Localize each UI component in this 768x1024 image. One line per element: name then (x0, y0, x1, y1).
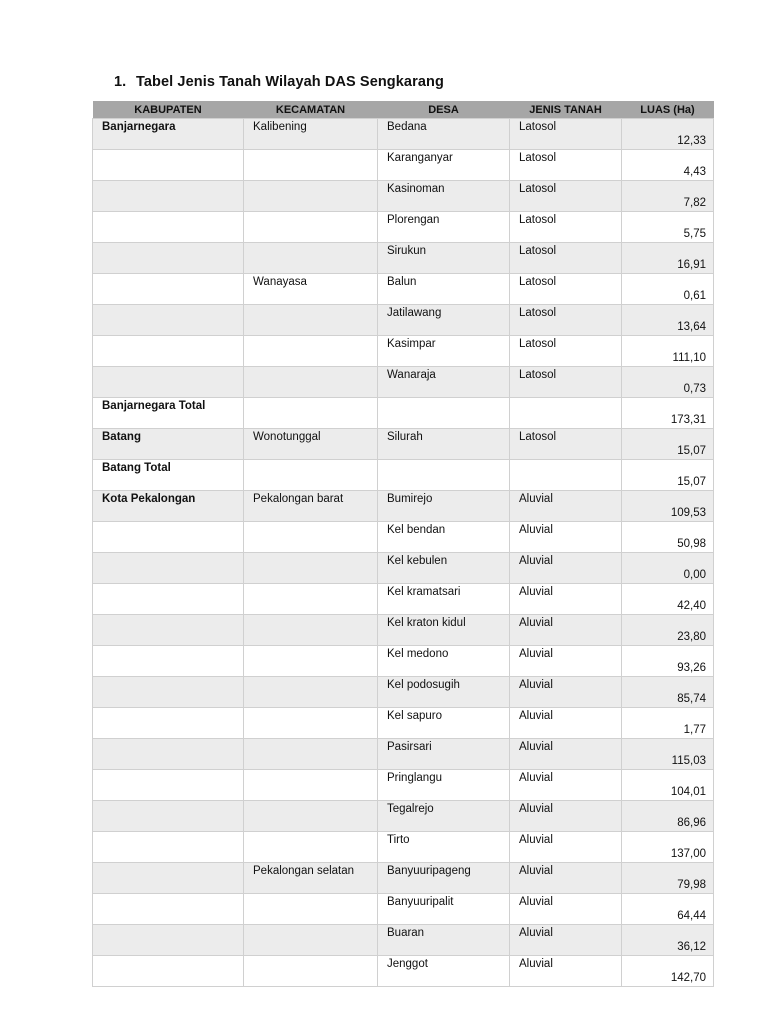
cell-jenis-tanah: Aluvial (510, 522, 622, 553)
cell-kabupaten (93, 305, 244, 336)
cell-kabupaten (93, 522, 244, 553)
table-row (93, 615, 714, 646)
cell-kabupaten (93, 832, 244, 863)
cell-kecamatan: Pekalongan barat (244, 491, 378, 522)
soil-type-table (92, 101, 714, 987)
cell-kecamatan (244, 367, 378, 398)
table-row (93, 305, 714, 336)
cell-kabupaten: Banjarnegara (93, 119, 244, 150)
cell-desa: Karanganyar (378, 150, 510, 181)
table-row (93, 212, 714, 243)
cell-kabupaten (93, 584, 244, 615)
cell-jenis-tanah: Aluvial (510, 770, 622, 801)
cell-kecamatan (244, 522, 378, 553)
cell-luas: 12,33 (622, 119, 714, 150)
cell-jenis-tanah: Latosol (510, 181, 622, 212)
cell-desa (378, 398, 510, 429)
table-row (93, 894, 714, 925)
cell-kecamatan (244, 832, 378, 863)
cell-desa: Kel kraton kidul (378, 615, 510, 646)
cell-kecamatan (244, 584, 378, 615)
cell-luas: 15,07 (622, 429, 714, 460)
cell-desa: Bumirejo (378, 491, 510, 522)
cell-kabupaten (93, 212, 244, 243)
cell-desa: Plorengan (378, 212, 510, 243)
cell-kabupaten (93, 863, 244, 894)
table-row (93, 832, 714, 863)
cell-kabupaten: Kota Pekalongan (93, 491, 244, 522)
cell-luas: 104,01 (622, 770, 714, 801)
cell-desa: Kel sapuro (378, 708, 510, 739)
cell-luas: 86,96 (622, 801, 714, 832)
cell-kecamatan (244, 615, 378, 646)
cell-kecamatan (244, 739, 378, 770)
cell-jenis-tanah: Aluvial (510, 925, 622, 956)
cell-desa: Silurah (378, 429, 510, 460)
cell-kabupaten (93, 646, 244, 677)
title-number: 1. (114, 74, 127, 90)
cell-kecamatan (244, 553, 378, 584)
title-text: Tabel Jenis Tanah Wilayah DAS Sengkarang (136, 74, 444, 90)
cell-kecamatan (244, 956, 378, 987)
cell-kabupaten (93, 956, 244, 987)
cell-kecamatan (244, 925, 378, 956)
table-row (93, 646, 714, 677)
cell-desa: Bedana (378, 119, 510, 150)
cell-desa (378, 460, 510, 491)
cell-desa: Buaran (378, 925, 510, 956)
cell-luas: 64,44 (622, 894, 714, 925)
cell-jenis-tanah: Latosol (510, 367, 622, 398)
cell-luas: 137,00 (622, 832, 714, 863)
cell-luas: 1,77 (622, 708, 714, 739)
table-row (93, 460, 714, 491)
cell-kecamatan (244, 243, 378, 274)
cell-kecamatan (244, 212, 378, 243)
cell-jenis-tanah: Aluvial (510, 646, 622, 677)
cell-kecamatan (244, 770, 378, 801)
cell-luas: 115,03 (622, 739, 714, 770)
table-row (93, 491, 714, 522)
cell-kecamatan: Kalibening (244, 119, 378, 150)
cell-luas: 79,98 (622, 863, 714, 894)
cell-desa: Kel kebulen (378, 553, 510, 584)
cell-desa: Kel podosugih (378, 677, 510, 708)
cell-desa: Kel medono (378, 646, 510, 677)
cell-jenis-tanah: Aluvial (510, 956, 622, 987)
table-row (93, 429, 714, 460)
cell-kabupaten (93, 181, 244, 212)
cell-luas: 0,73 (622, 367, 714, 398)
cell-kabupaten: Batang Total (93, 460, 244, 491)
cell-kabupaten (93, 243, 244, 274)
cell-kecamatan (244, 460, 378, 491)
cell-jenis-tanah: Latosol (510, 274, 622, 305)
cell-desa: Pringlangu (378, 770, 510, 801)
cell-jenis-tanah: Aluvial (510, 801, 622, 832)
cell-kecamatan (244, 801, 378, 832)
cell-kecamatan (244, 181, 378, 212)
table-row (93, 739, 714, 770)
cell-luas: 111,10 (622, 336, 714, 367)
cell-desa: Kel bendan (378, 522, 510, 553)
cell-luas: 4,43 (622, 150, 714, 181)
cell-luas: 16,91 (622, 243, 714, 274)
cell-kabupaten (93, 677, 244, 708)
cell-kabupaten (93, 367, 244, 398)
table-row (93, 522, 714, 553)
header-jenis-tanah: JENIS TANAH (510, 101, 622, 119)
table-row (93, 243, 714, 274)
cell-kecamatan (244, 708, 378, 739)
cell-desa: Kel kramatsari (378, 584, 510, 615)
table-row (93, 801, 714, 832)
page-title (114, 74, 444, 90)
header-desa: DESA (378, 101, 510, 119)
cell-kecamatan (244, 646, 378, 677)
cell-desa: Banyuuripageng (378, 863, 510, 894)
cell-kecamatan: Pekalongan selatan (244, 863, 378, 894)
cell-kecamatan (244, 305, 378, 336)
table-row (93, 770, 714, 801)
cell-jenis-tanah: Latosol (510, 243, 622, 274)
cell-kabupaten (93, 553, 244, 584)
cell-kabupaten (93, 739, 244, 770)
cell-jenis-tanah: Aluvial (510, 584, 622, 615)
cell-kecamatan (244, 398, 378, 429)
cell-luas: 7,82 (622, 181, 714, 212)
cell-luas: 93,26 (622, 646, 714, 677)
cell-luas: 36,12 (622, 925, 714, 956)
table-row (93, 708, 714, 739)
cell-luas: 109,53 (622, 491, 714, 522)
cell-jenis-tanah: Aluvial (510, 677, 622, 708)
header-row (93, 101, 714, 119)
cell-kabupaten (93, 274, 244, 305)
cell-desa: Jenggot (378, 956, 510, 987)
cell-desa: Tirto (378, 832, 510, 863)
table-row (93, 274, 714, 305)
cell-luas: 0,61 (622, 274, 714, 305)
cell-jenis-tanah: Latosol (510, 336, 622, 367)
cell-kabupaten (93, 801, 244, 832)
cell-desa: Pasirsari (378, 739, 510, 770)
cell-kecamatan: Wanayasa (244, 274, 378, 305)
cell-jenis-tanah: Latosol (510, 150, 622, 181)
cell-kabupaten (93, 615, 244, 646)
cell-jenis-tanah: Latosol (510, 212, 622, 243)
table-row (93, 181, 714, 212)
cell-jenis-tanah: Aluvial (510, 832, 622, 863)
cell-desa: Wanaraja (378, 367, 510, 398)
cell-desa: Tegalrejo (378, 801, 510, 832)
cell-luas: 85,74 (622, 677, 714, 708)
cell-luas: 142,70 (622, 956, 714, 987)
table-row (93, 336, 714, 367)
cell-jenis-tanah: Aluvial (510, 708, 622, 739)
cell-kabupaten (93, 336, 244, 367)
table-header (93, 101, 714, 119)
cell-kabupaten (93, 894, 244, 925)
table-row (93, 677, 714, 708)
cell-luas: 42,40 (622, 584, 714, 615)
cell-kecamatan (244, 150, 378, 181)
cell-desa: Kasinoman (378, 181, 510, 212)
table-body (93, 119, 714, 987)
cell-luas: 173,31 (622, 398, 714, 429)
cell-desa: Balun (378, 274, 510, 305)
cell-luas: 50,98 (622, 522, 714, 553)
cell-jenis-tanah: Latosol (510, 119, 622, 150)
table-row (93, 956, 714, 987)
table-row (93, 367, 714, 398)
cell-luas: 5,75 (622, 212, 714, 243)
cell-kabupaten (93, 770, 244, 801)
cell-jenis-tanah (510, 460, 622, 491)
header-kabupaten: KABUPATEN (93, 101, 244, 119)
table-row (93, 119, 714, 150)
cell-kecamatan (244, 894, 378, 925)
cell-kecamatan (244, 336, 378, 367)
cell-jenis-tanah: Aluvial (510, 894, 622, 925)
table-row (93, 925, 714, 956)
cell-luas: 13,64 (622, 305, 714, 336)
cell-luas: 0,00 (622, 553, 714, 584)
cell-jenis-tanah: Latosol (510, 305, 622, 336)
table-row (93, 863, 714, 894)
cell-kecamatan: Wonotunggal (244, 429, 378, 460)
cell-kabupaten (93, 708, 244, 739)
table-row (93, 553, 714, 584)
cell-desa: Sirukun (378, 243, 510, 274)
cell-luas: 23,80 (622, 615, 714, 646)
cell-jenis-tanah: Aluvial (510, 615, 622, 646)
cell-jenis-tanah: Aluvial (510, 553, 622, 584)
cell-desa: Jatilawang (378, 305, 510, 336)
table-row (93, 150, 714, 181)
cell-jenis-tanah: Aluvial (510, 863, 622, 894)
cell-jenis-tanah: Aluvial (510, 491, 622, 522)
cell-kabupaten (93, 925, 244, 956)
cell-kecamatan (244, 677, 378, 708)
cell-desa: Banyuuripalit (378, 894, 510, 925)
table-row (93, 584, 714, 615)
cell-jenis-tanah: Aluvial (510, 739, 622, 770)
cell-kabupaten: Banjarnegara Total (93, 398, 244, 429)
cell-jenis-tanah (510, 398, 622, 429)
cell-luas: 15,07 (622, 460, 714, 491)
cell-kabupaten (93, 150, 244, 181)
header-luas: LUAS (Ha) (622, 101, 714, 119)
cell-kabupaten: Batang (93, 429, 244, 460)
header-kecamatan: KECAMATAN (244, 101, 378, 119)
cell-jenis-tanah: Latosol (510, 429, 622, 460)
table-row (93, 398, 714, 429)
cell-desa: Kasimpar (378, 336, 510, 367)
